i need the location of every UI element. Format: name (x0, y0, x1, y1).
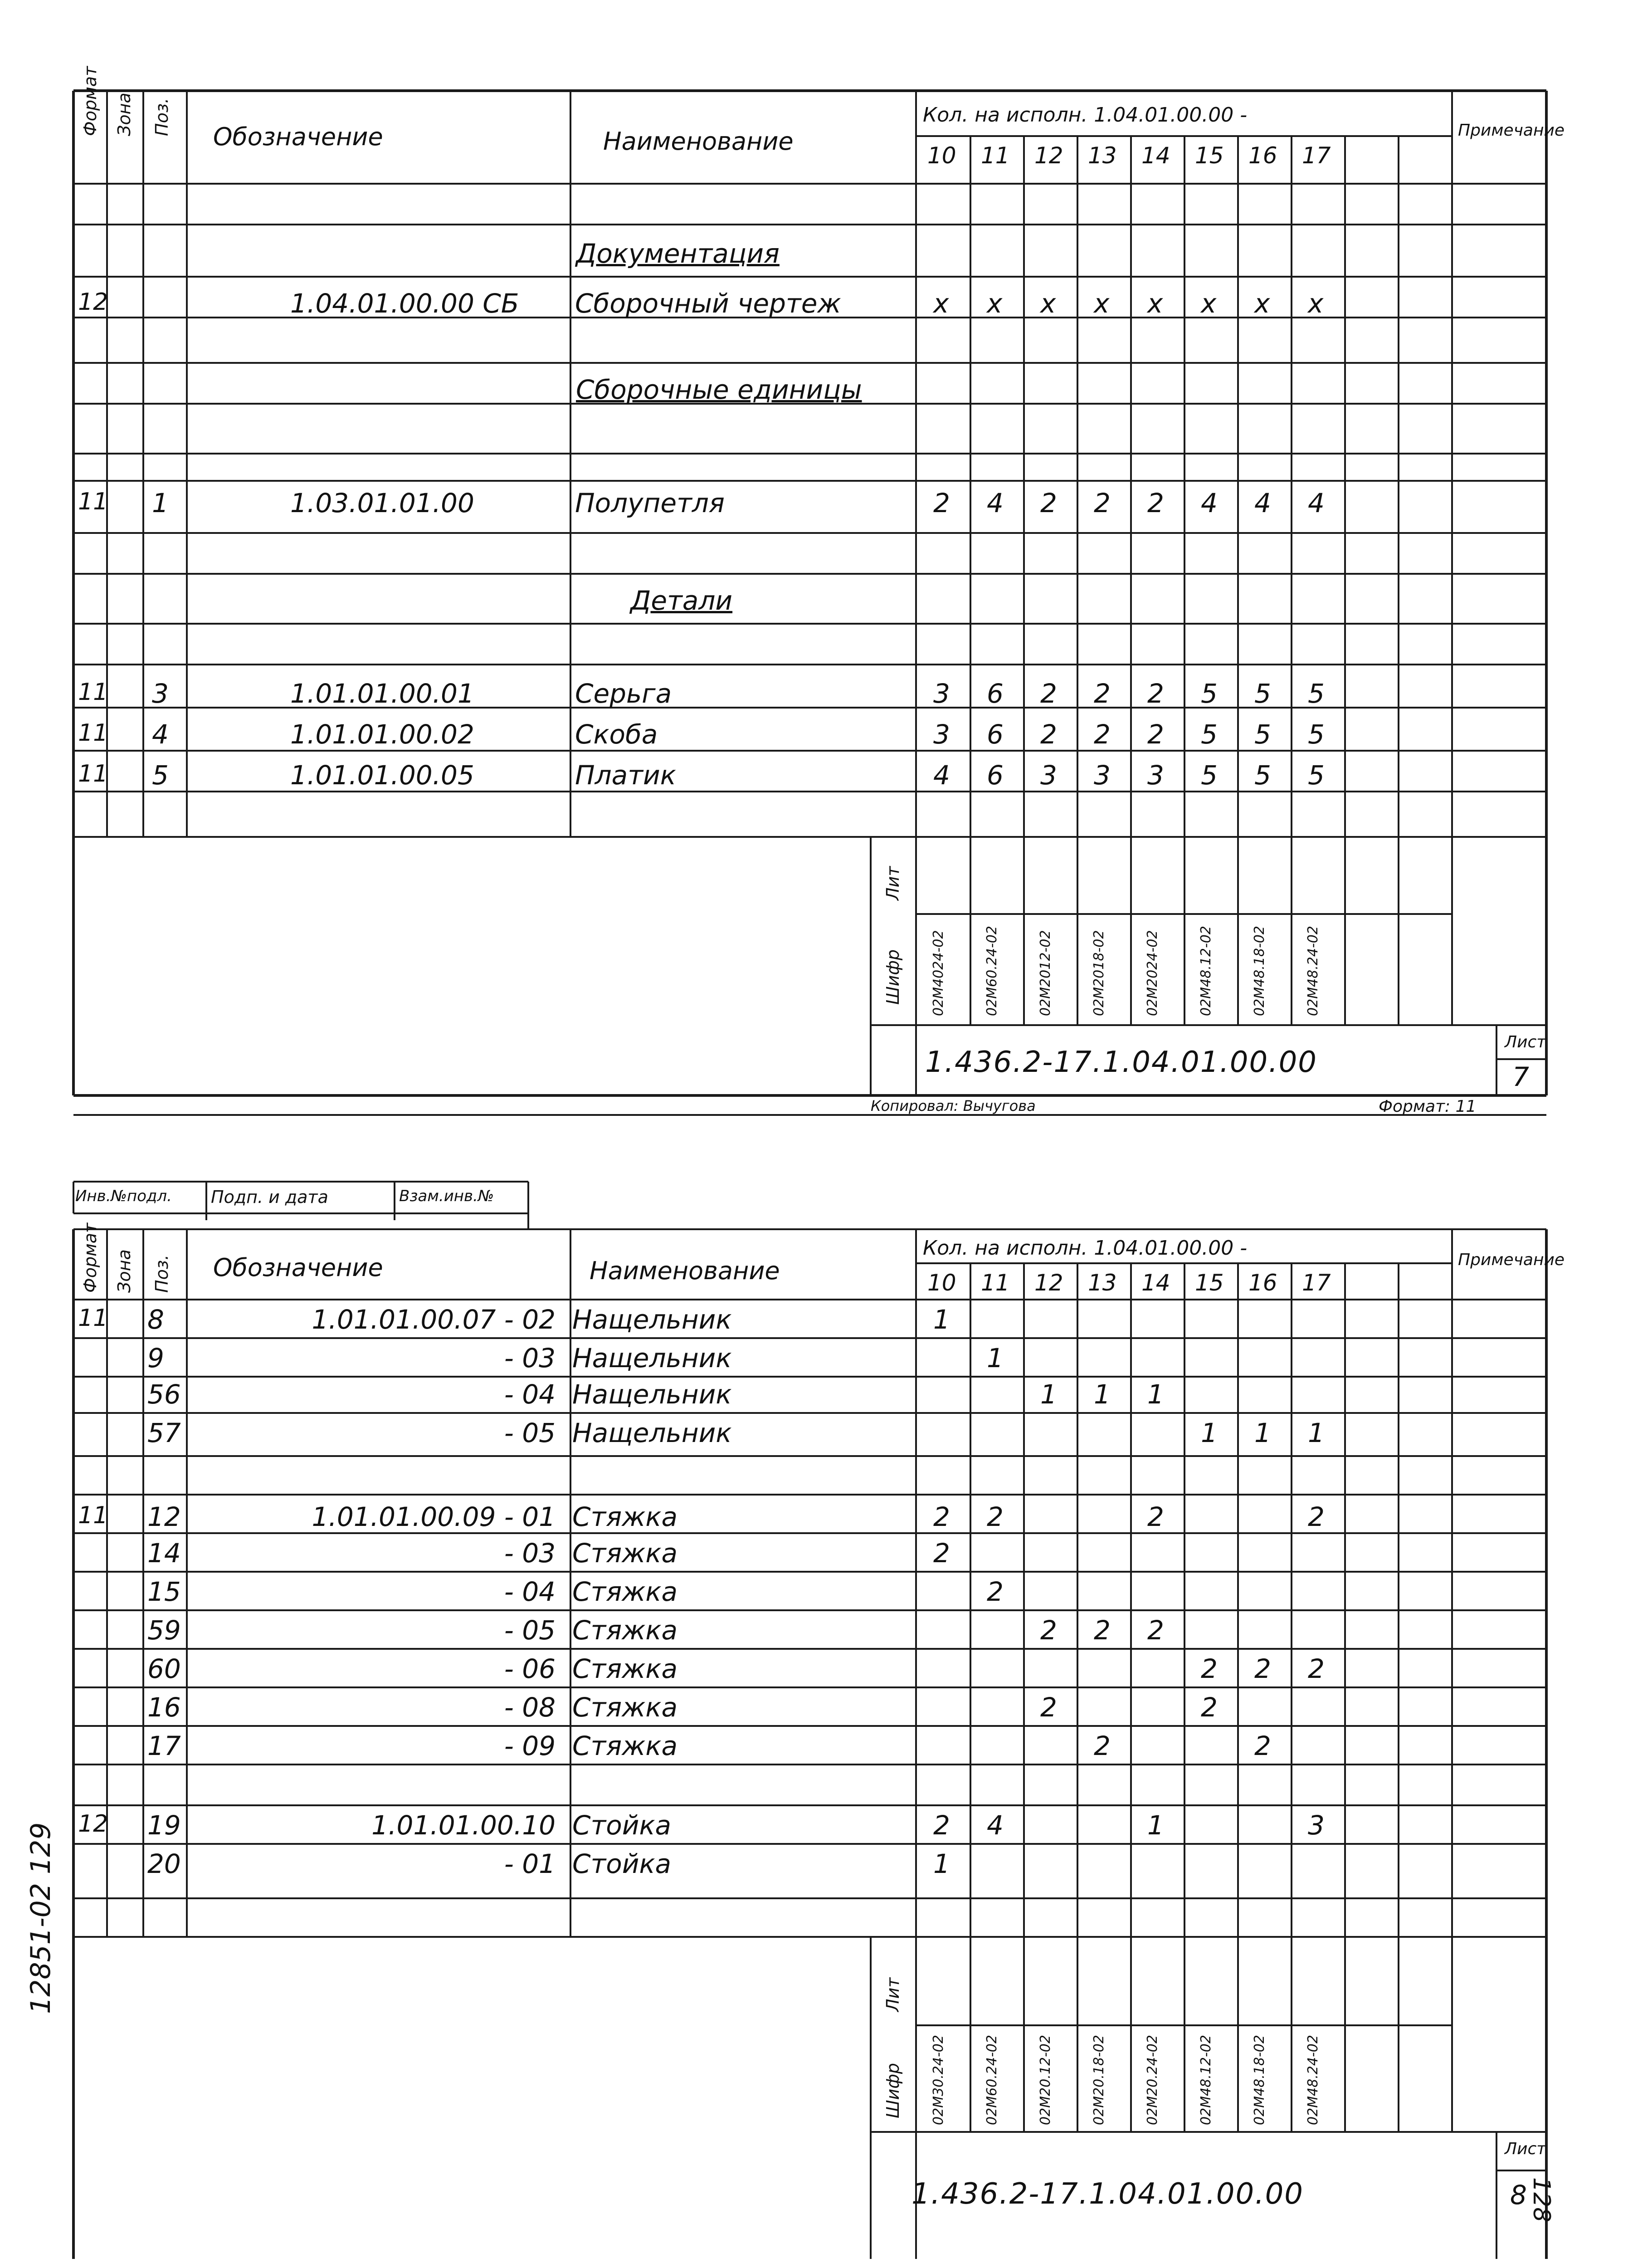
row-name: Серьга (575, 678, 672, 709)
row-designation: - 03 (504, 1538, 556, 1569)
row-name: Полупетля (575, 488, 725, 518)
row-pos: 3 (152, 678, 169, 709)
row-qty: 3 (933, 719, 950, 750)
row-qty: 2 (1308, 1653, 1325, 1684)
row-qty: 1 (987, 1343, 1004, 1374)
variant-header: 13 (1088, 142, 1117, 169)
row-format: 11 (78, 760, 108, 787)
row-qty: x (1201, 288, 1217, 319)
row-pos: 56 (147, 1379, 181, 1410)
row-pos: 20 (147, 1848, 181, 1879)
row-qty: 3 (1094, 760, 1111, 791)
row-pos: 8 (147, 1304, 164, 1335)
row-qty: 1 (1147, 1379, 1164, 1410)
col-header-designation: Обозначение (213, 122, 383, 151)
row-qty: 2 (933, 1810, 950, 1841)
row-qty: x (987, 288, 1003, 319)
variant-header: 15 (1195, 142, 1224, 169)
row-pos: 59 (147, 1615, 181, 1646)
row-qty: 3 (1147, 760, 1164, 791)
row-qty: 2 (1094, 719, 1111, 750)
stamp-lit-label: Лит (883, 866, 903, 900)
row-pos: 14 (147, 1538, 181, 1569)
cipher-code: 02М48.24-02 (1305, 926, 1321, 1016)
row-qty: 5 (1254, 760, 1271, 791)
row-qty: 2 (1254, 1653, 1271, 1684)
row-qty: 4 (1254, 488, 1271, 518)
row-qty: 4 (933, 760, 950, 791)
row-qty: 1 (933, 1848, 950, 1879)
variant-header: 13 (1088, 1270, 1117, 1296)
row-designation: 1.01.01.00.09 - 01 (312, 1501, 556, 1532)
row-qty: 2 (1094, 1615, 1111, 1646)
variant-header: 11 (981, 1270, 1010, 1296)
row-qty: 1 (1040, 1379, 1057, 1410)
sheet-8 (0, 1143, 1628, 2268)
margin-number: 12851-02 129 (25, 1822, 57, 2014)
row-qty: 1 (1201, 1418, 1218, 1448)
row-qty: x (933, 288, 949, 319)
row-qty: 5 (1201, 760, 1218, 791)
row-qty: 5 (1201, 719, 1218, 750)
cipher-code: 02М48.12-02 (1198, 2035, 1214, 2125)
sheet-label: Лист (1505, 1033, 1546, 1051)
stamp-inv-label: Инв.№подл. (75, 1187, 172, 1205)
row-designation: - 06 (504, 1653, 556, 1684)
row-designation: - 04 (504, 1576, 556, 1607)
row-qty: 1 (1147, 1810, 1164, 1841)
row-qty: 2 (1147, 1501, 1164, 1532)
sheet-number: 7 (1512, 1061, 1529, 1092)
stamp-cipher-label: Шифр (883, 949, 903, 1005)
row-qty: 3 (1308, 1810, 1325, 1841)
row-pos: 57 (147, 1418, 181, 1448)
row-name: Нащельник (572, 1343, 732, 1374)
row-name: Стяжка (572, 1576, 678, 1607)
row-qty: 4 (1308, 488, 1325, 518)
row-qty: 3 (1040, 760, 1057, 791)
row-qty: 3 (933, 678, 950, 709)
row-qty: x (1308, 288, 1324, 319)
row-qty: 5 (1308, 719, 1325, 750)
row-qty: 4 (987, 1810, 1004, 1841)
cipher-code: 02М20.12-02 (1038, 2035, 1053, 2125)
variant-header: 10 (927, 1270, 956, 1296)
row-pos: 15 (147, 1576, 181, 1607)
cipher-code: 02М20.24-02 (1145, 2035, 1160, 2125)
row-qty: 2 (1094, 488, 1111, 518)
row-pos: 9 (147, 1343, 164, 1374)
sheet-number: 8 (1510, 2180, 1527, 2210)
row-qty: 2 (933, 1501, 950, 1532)
row-qty: 2 (1040, 719, 1057, 750)
row-format: 11 (78, 1305, 108, 1332)
cipher-code: 02М60.24-02 (984, 2035, 1000, 2125)
row-designation: 1.03.01.01.00 (290, 488, 474, 518)
row-qty: 2 (1094, 678, 1111, 709)
cipher-code: 02М4024-02 (931, 930, 946, 1016)
row-qty: 5 (1254, 678, 1271, 709)
row-qty: 4 (1201, 488, 1218, 518)
row-designation: - 04 (504, 1379, 556, 1410)
row-qty: 2 (1201, 1692, 1218, 1723)
row-qty: 1 (1094, 1379, 1111, 1410)
row-pos: 12 (147, 1501, 181, 1532)
row-pos: 5 (152, 760, 169, 791)
row-designation: 1.01.01.00.01 (290, 678, 474, 709)
stamp-vzam-label: Взам.инв.№ (399, 1187, 494, 1205)
col-header-pos: Поз. (152, 98, 172, 136)
row-pos: 1 (152, 488, 169, 518)
section-heading: Сборочные единицы (576, 374, 862, 405)
col-header-notes: Примечание (1458, 1251, 1565, 1269)
row-qty: 2 (987, 1576, 1004, 1607)
section-heading: Детали (630, 585, 733, 616)
row-qty: x (1147, 288, 1163, 319)
row-name: Стяжка (572, 1692, 678, 1723)
row-name: Стяжка (572, 1538, 678, 1569)
stamp-sign-label: Подп. и дата (211, 1187, 328, 1207)
row-format: 11 (78, 679, 108, 706)
row-qty: 2 (933, 488, 950, 518)
row-designation: 1.01.01.00.05 (290, 760, 474, 791)
row-designation: - 05 (504, 1615, 556, 1646)
row-designation: - 03 (504, 1343, 556, 1374)
row-qty: 5 (1201, 678, 1218, 709)
row-name: Нащельник (572, 1379, 732, 1410)
row-name: Сборочный чертеж (575, 288, 841, 319)
row-qty: 6 (987, 678, 1004, 709)
row-qty: x (1040, 288, 1056, 319)
row-name: Стяжка (572, 1730, 678, 1761)
row-qty: x (1254, 288, 1270, 319)
row-designation: - 08 (504, 1692, 556, 1723)
row-format: 11 (78, 1502, 108, 1529)
stamp-lit-label: Лит (883, 1977, 903, 2012)
row-designation: 1.04.01.00.00 СБ (290, 288, 519, 319)
row-qty: 1 (1254, 1418, 1271, 1448)
col-header-pos: Поз. (152, 1254, 172, 1293)
row-qty: 5 (1308, 760, 1325, 791)
row-pos: 19 (147, 1810, 181, 1841)
doc-number: 1.436.2-17.1.04.01.00.00 (911, 2177, 1304, 2211)
row-designation: 1.01.01.00.02 (290, 719, 474, 750)
row-qty: 5 (1308, 678, 1325, 709)
cipher-code: 02М20.18-02 (1091, 2035, 1107, 2125)
variant-header: 11 (981, 142, 1010, 169)
row-qty: 2 (1094, 1730, 1111, 1761)
footer-format: Формат: 11 (1379, 1097, 1477, 1116)
cipher-code: 02М48.18-02 (1252, 2035, 1267, 2125)
variant-header: 16 (1248, 1270, 1277, 1296)
row-qty: 2 (1308, 1501, 1325, 1532)
row-designation: 1.01.01.00.10 (371, 1810, 556, 1841)
row-qty: 2 (1147, 719, 1164, 750)
row-format: 12 (78, 1810, 108, 1838)
variant-header: 10 (927, 142, 956, 169)
corner-page-number: 128 (1528, 2177, 1555, 2223)
row-qty: x (1094, 288, 1110, 319)
row-name: Стойка (572, 1810, 672, 1841)
row-qty: 2 (1254, 1730, 1271, 1761)
row-name: Стяжка (572, 1501, 678, 1532)
col-header-notes: Примечание (1458, 121, 1565, 140)
variant-header: 14 (1141, 142, 1170, 169)
row-pos: 4 (152, 719, 169, 750)
cipher-code: 02М48.12-02 (1198, 926, 1214, 1016)
row-qty: 2 (987, 1501, 1004, 1532)
row-format: 11 (78, 488, 108, 515)
row-designation: 1.01.01.00.07 - 02 (312, 1304, 556, 1335)
doc-number: 1.436.2-17.1.04.01.00.00 (925, 1046, 1317, 1079)
col-header-name: Наименование (590, 1256, 780, 1285)
row-qty: 2 (1040, 488, 1057, 518)
row-name: Нащельник (572, 1418, 732, 1448)
variant-header: 12 (1034, 1270, 1063, 1296)
row-format: 11 (78, 719, 108, 747)
variant-header: 15 (1195, 1270, 1224, 1296)
row-pos: 16 (147, 1692, 181, 1723)
col-header-name: Наименование (603, 127, 794, 156)
row-name: Нащельник (572, 1304, 732, 1335)
row-qty: 1 (933, 1304, 950, 1335)
row-qty: 2 (1040, 1615, 1057, 1646)
row-qty: 2 (1147, 1615, 1164, 1646)
variant-header: 14 (1141, 1270, 1170, 1296)
row-name: Скоба (575, 719, 658, 750)
cipher-code: 02М2018-02 (1091, 930, 1107, 1016)
row-designation: - 09 (504, 1730, 556, 1761)
variant-header: 17 (1302, 1270, 1331, 1296)
row-designation: - 05 (504, 1418, 556, 1448)
col-header-format: Формат (80, 66, 100, 136)
col-header-zone: Зона (114, 93, 134, 136)
row-qty: 4 (987, 488, 1004, 518)
row-name: Стойка (572, 1848, 672, 1879)
cipher-code: 02М2024-02 (1145, 930, 1160, 1016)
col-header-format: Формат (80, 1222, 100, 1293)
row-qty: 5 (1254, 719, 1271, 750)
cipher-code: 02М30.24-02 (931, 2035, 946, 2125)
row-name: Стяжка (572, 1653, 678, 1684)
cipher-code: 02М48.18-02 (1252, 926, 1267, 1016)
footer-copied-by: Копировал: Вычугова (871, 1097, 1036, 1114)
row-qty: 2 (1040, 678, 1057, 709)
row-format: 12 (78, 288, 108, 316)
col-header-qty: Кол. на исполн. 1.04.01.00.00 - (923, 103, 1248, 127)
row-qty: 1 (1308, 1418, 1325, 1448)
row-pos: 60 (147, 1653, 181, 1684)
section-heading: Документация (576, 238, 780, 269)
stamp-cipher-label: Шифр (883, 2063, 903, 2118)
row-qty: 6 (987, 719, 1004, 750)
col-header-zone: Зона (114, 1249, 134, 1293)
row-qty: 6 (987, 760, 1004, 791)
cipher-code: 02М48.24-02 (1305, 2035, 1321, 2125)
col-header-qty: Кол. на исполн. 1.04.01.00.00 - (923, 1237, 1248, 1260)
sheet-label: Лист (1505, 2140, 1546, 2158)
row-name: Стяжка (572, 1615, 678, 1646)
row-designation: - 01 (504, 1848, 556, 1879)
variant-header: 16 (1248, 142, 1277, 169)
row-pos: 17 (147, 1730, 181, 1761)
row-qty: 2 (1040, 1692, 1057, 1723)
row-name: Платик (575, 760, 676, 791)
sheet-8-grid (0, 1143, 1628, 2268)
cipher-code: 02М60.24-02 (984, 926, 1000, 1016)
variant-header: 12 (1034, 142, 1063, 169)
variant-header: 17 (1302, 142, 1331, 169)
row-qty: 2 (1147, 488, 1164, 518)
cipher-code: 02М2012-02 (1038, 930, 1053, 1016)
row-qty: 2 (1201, 1653, 1218, 1684)
row-qty: 2 (1147, 678, 1164, 709)
row-qty: 2 (933, 1538, 950, 1569)
col-header-designation: Обозначение (213, 1253, 383, 1282)
